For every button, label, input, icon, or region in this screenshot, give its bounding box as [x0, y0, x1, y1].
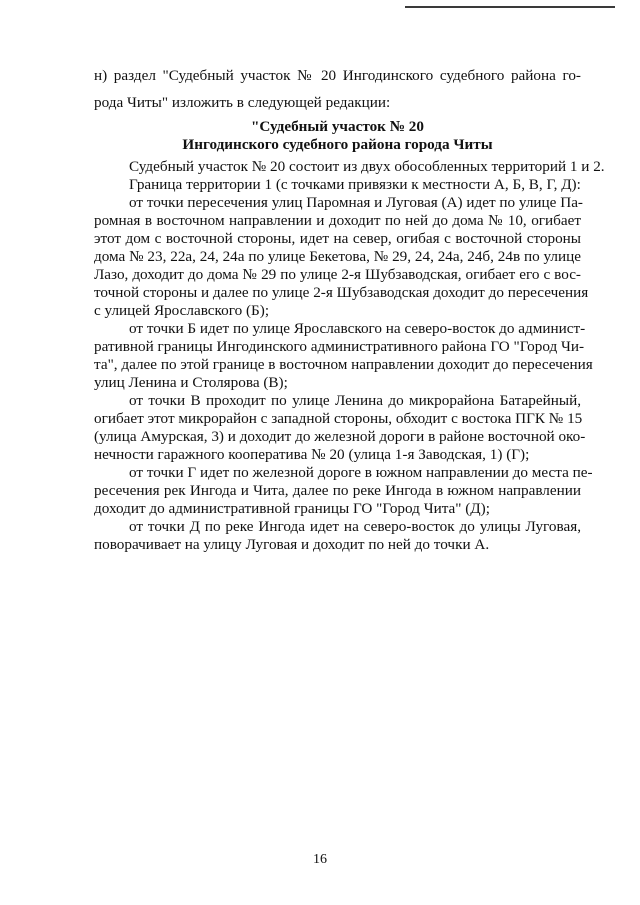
intro-line-2: рода Читы" изложить в следующей редакции:: [94, 94, 391, 111]
paragraph-point-g-line: доходит до административной границы ГО "Город Чита" (Д);: [94, 500, 490, 517]
paragraph-point-g-line: ресечения рек Ингода и Чита, далее по реке Ингода в южном направлении: [94, 482, 581, 499]
paragraph-point-v-line: (улица Амурская, 3) и доходит до железной дороги в районе восточной око-: [94, 428, 586, 445]
paragraph-point-b-line: ративной границы Ингодинского административного района ГО "Город Чи-: [94, 338, 585, 355]
section-heading-line-2: Ингодинского судебного района города Читы: [182, 136, 493, 153]
paragraph-point-a-line: Лазо, доходит до дома № 29 по улице 2-я Шубзаводская, огибает его с вос-: [94, 266, 581, 283]
paragraph-boundary-title: Граница территории 1 (с точками привязки к местности А, Б, В, Г, Д):: [129, 176, 581, 193]
paragraph-territories: Судебный участок № 20 состоит из двух обособленных территорий 1 и 2.: [129, 158, 605, 175]
paragraph-point-a-line: ромная в восточном направлении и доходит по ней до дома № 10, огибает: [94, 212, 581, 229]
paragraph-point-a-line: от точки пересечения улиц Паромная и Луговая (А) идет по улице Па-: [129, 194, 583, 211]
paragraph-point-a-line: с улицей Ярославского (Б);: [94, 302, 270, 319]
page-number: 16: [313, 852, 327, 867]
paragraph-point-b-line: от точки Б идет по улице Ярославского на северо-восток до админист-: [129, 320, 586, 337]
section-heading-line-1: "Судебный участок № 20: [251, 118, 424, 135]
paragraph-point-a-line: этот дом с восточной стороны, идет на север, огибая с восточной стороны: [94, 230, 581, 247]
paragraph-point-b-line: та", далее по этой границе в восточном направлении доходит до пересечения: [94, 356, 593, 373]
intro-line-1: н) раздел "Судебный участок № 20 Ингодинского судебного района го-: [94, 67, 581, 84]
paragraph-point-d-line: от точки Д по реке Ингода идет на северо-восток до улицы Луговая,: [129, 518, 581, 535]
paragraph-point-a-line: дома № 23, 22а, 24, 24а по улице Бекетова, № 29, 24, 24а, 24б, 24в по улице: [94, 248, 581, 265]
paragraph-point-b-line: улиц Ленина и Столярова (В);: [94, 374, 288, 391]
paragraph-point-v-line: нечности гаражного кооператива № 20 (улица 1-я Заводская, 1) (Г);: [94, 446, 530, 463]
paragraph-point-d-line: поворачивает на улицу Луговая и доходит по ней до точки А.: [94, 536, 490, 553]
paragraph-point-g-line: от точки Г идет по железной дороге в южном направлении до места пе-: [129, 464, 593, 481]
paragraph-point-a-line: точной стороны и далее по улице 2-я Шубзаводская доходит до пересечения: [94, 284, 589, 301]
paragraph-point-v-line: огибает этот микрорайон с западной стороны, обходит с востока ПГК № 15: [94, 410, 583, 427]
paragraph-point-v-line: от точки В проходит по улице Ленина до микрорайона Батарейный,: [129, 392, 581, 409]
